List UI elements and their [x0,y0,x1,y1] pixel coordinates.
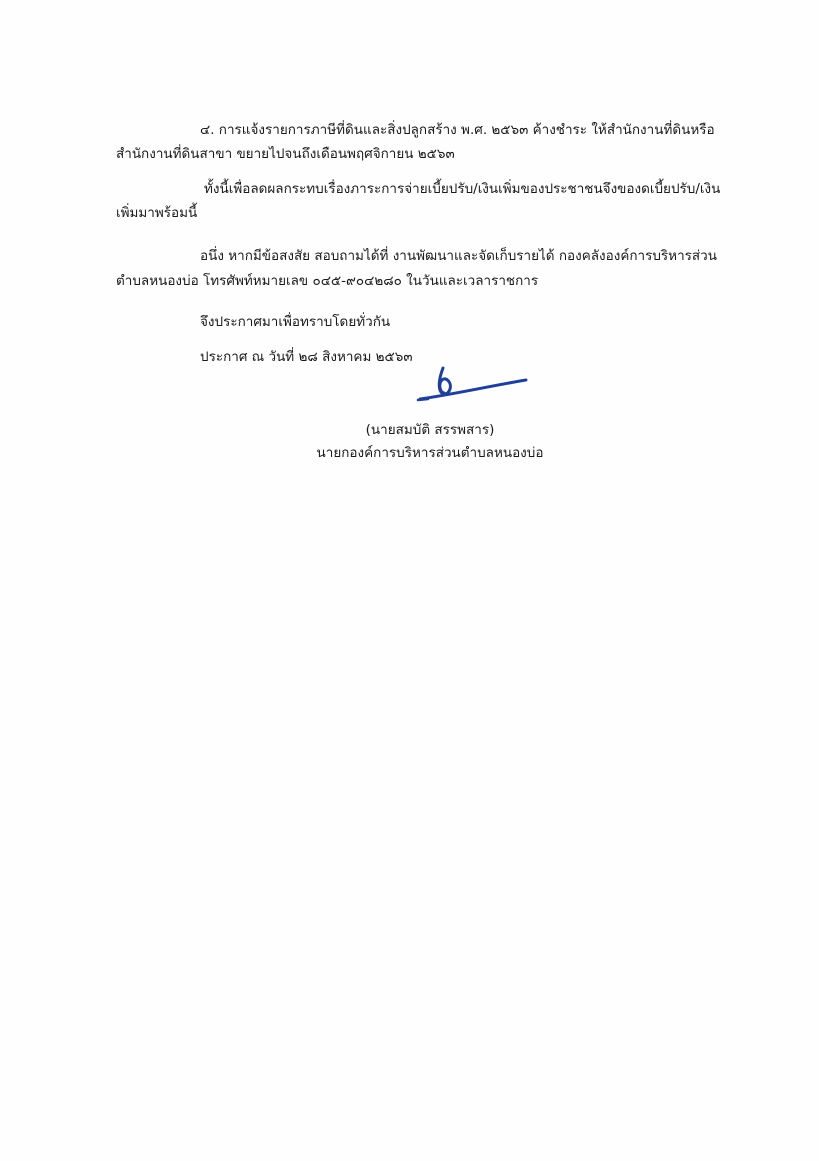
item-4-line-2-text: สำนักงานที่ดินสาขา ขยายไปจนถึงเดือนพฤศจิกายน ๒๕๖๓ [116,146,455,162]
purpose-line-2 [116,204,197,222]
purpose-line-1 [204,180,720,198]
signatory-position-text: นายกองค์การบริหารส่วนตำบลหนองบ่อ [316,445,544,461]
date-text: ประกาศ ณ วันที่ ๒๘ สิงหาคม ๒๕๖๓ [200,349,413,365]
item-4-line-1-text: ๔. การแจ้งรายการภาษีที่ดินและสิ่งปลูกสร้าง พ.ศ. ๒๕๖๓ ค้างชำระ ให้สำนักงานที่ดินหรือ [200,122,715,138]
item-4-line-2 [116,145,455,163]
date-line [200,348,413,366]
signatory-name [300,421,560,439]
item-4-line-1 [200,121,715,139]
handwritten-signature [410,362,535,407]
signatory-name-text: (นายสมบัติ สรรพสาร) [365,422,495,438]
signatory-position [280,444,580,462]
announcement-line [200,313,390,331]
contact-line-2-text: ตำบลหนองบ่อ โทรศัพท์หมายเลข ๐๔๕-๙๐๔๒๘๐ ในวันและเวลาราชการ [116,273,539,289]
contact-line-1 [200,247,717,265]
purpose-line-1-text: ทั้งนี้เพื่อลดผลกระทบเรื่องภาระการจ่ายเบี้ยปรับ/เงินเพิ่มของประชาชนจึงของดเบี้ยปรับ/เงิน [204,181,721,197]
purpose-line-2-text: เพิ่มมาพร้อมนี้ [116,205,198,221]
announcement-text: จึงประกาศมาเพื่อทราบโดยทั่วกัน [200,314,391,330]
contact-line-1-text: อนึ่ง หากมีข้อสงสัย สอบถามได้ที่ งานพัฒนาและจัดเก็บรายได้ กองคลังองค์การบริหารส่วน [200,248,717,264]
contact-line-2 [116,272,538,290]
